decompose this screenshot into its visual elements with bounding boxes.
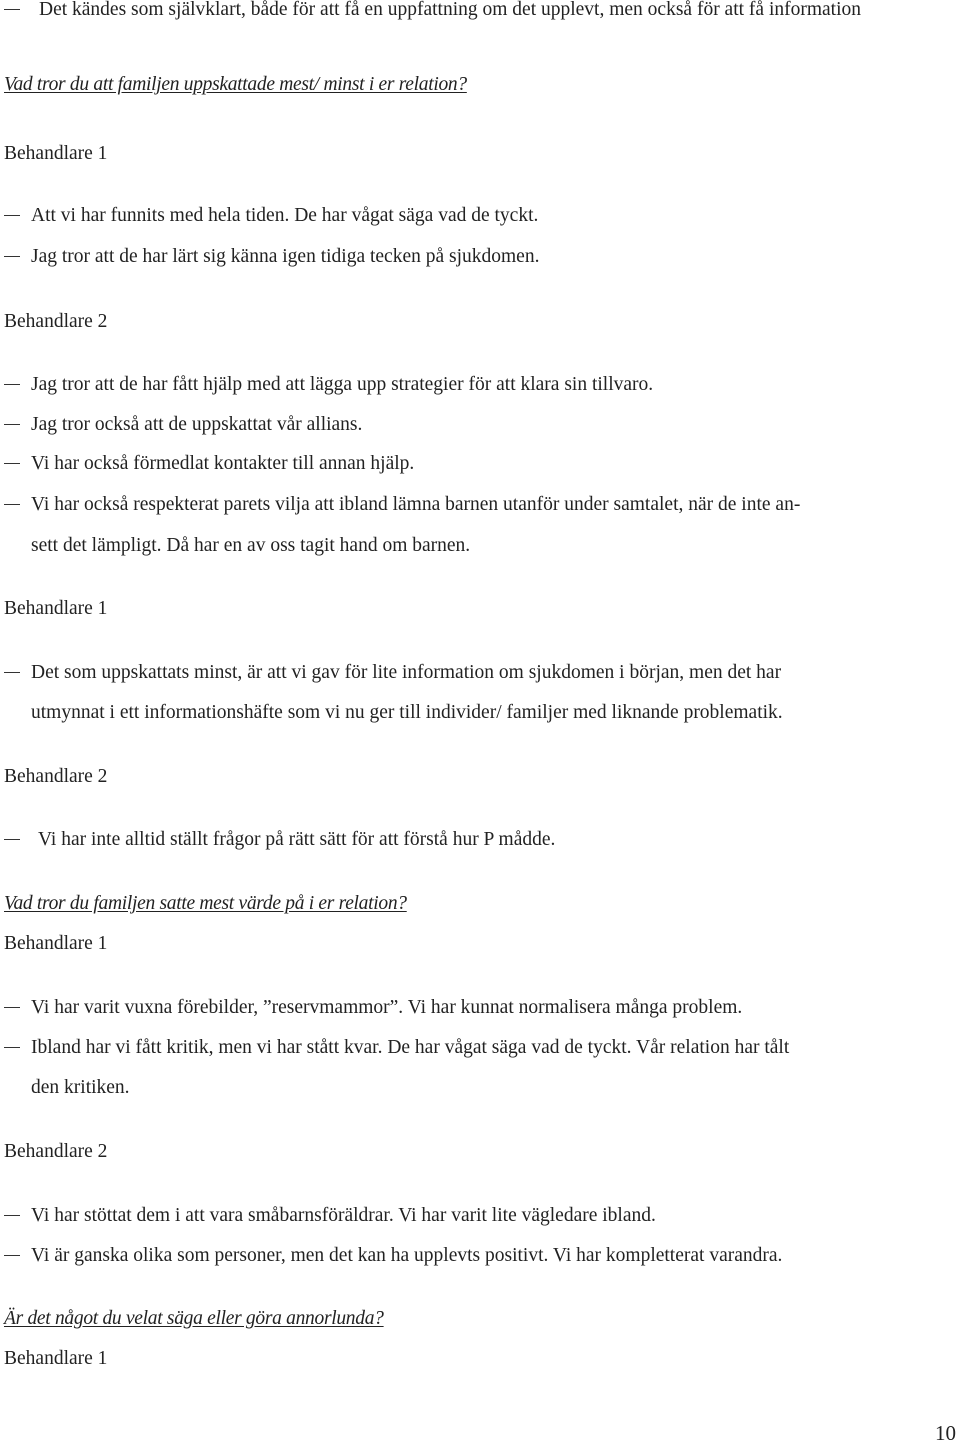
bullet-continuation [0, 693, 940, 733]
bullet-item [0, 365, 940, 405]
bullet-text: Vi har också förmedlat kontakter till annan hjälp. [31, 453, 415, 474]
bullet-item [0, 1196, 940, 1236]
bullet-text: utmynnat i ett informationshäfte som vi nu ger till individer/ familjer med liknande problematik. [31, 702, 783, 723]
speaker-label: Behandlare 1 [4, 143, 108, 164]
bullet-continuation [0, 526, 940, 566]
bullet-item [0, 196, 940, 236]
bullet-text: Det som uppskattats minst, är att vi gav för lite information om sjukdomen i början, men det har [31, 662, 782, 683]
bullet-text: Jag tror också att de uppskattat vår allians. [31, 414, 363, 435]
bullet-text: Vi har stöttat dem i att vara småbarnsföräldrar. Vi har varit lite vägledare ibland. [31, 1205, 656, 1226]
bullet-item [0, 820, 940, 860]
dash-bullet-icon [4, 384, 20, 385]
interview-question: Vad tror du familjen satte mest värde på i er relation? [4, 893, 407, 914]
bullet-item [0, 1236, 940, 1276]
bullet-text: Ibland har vi fått kritik, men vi har stått kvar. De har vågat säga vad de tyckt. Vår relation har tålt [31, 1037, 790, 1058]
bullet-item [0, 653, 940, 693]
bullet-item [0, 237, 940, 277]
bullet-item [0, 405, 940, 445]
bullet-text: Jag tror att de har lärt sig känna igen tidiga tecken på sjukdomen. [31, 246, 540, 267]
dash-bullet-icon [4, 672, 20, 673]
dash-bullet-icon [4, 504, 20, 505]
bullet-item [0, 0, 940, 30]
bullet-item [0, 1028, 940, 1068]
bullet-item [0, 485, 940, 525]
bullet-text: sett det lämpligt. Då har en av oss tagit hand om barnen. [31, 535, 471, 556]
bullet-text: Vi har varit vuxna förebilder, ”reservmammor”. Vi har kunnat normalisera många problem. [31, 997, 743, 1018]
bullet-text: Jag tror att de har fått hjälp med att lägga upp strategier för att klara sin tillvaro. [31, 374, 654, 395]
interview-question: Vad tror du att familjen uppskattade mest/ minst i er relation? [4, 74, 467, 95]
speaker-label: Behandlare 2 [4, 1141, 108, 1162]
dash-bullet-icon [4, 215, 20, 216]
dash-bullet-icon [4, 1215, 20, 1216]
speaker-label: Behandlare 2 [4, 311, 108, 332]
speaker-label: Behandlare 2 [4, 766, 108, 787]
bullet-continuation [0, 1068, 940, 1108]
page-number: 10 [935, 1421, 956, 1445]
speaker-label: Behandlare 1 [4, 933, 108, 954]
dash-bullet-icon [4, 9, 20, 10]
dash-bullet-icon [4, 1007, 20, 1008]
bullet-item [0, 988, 940, 1028]
bullet-text: Vi är ganska olika som personer, men det kan ha upplevts positivt. Vi har kompletterat varandra. [31, 1245, 783, 1266]
dash-bullet-icon [4, 839, 20, 840]
bullet-text: den kritiken. [31, 1077, 130, 1098]
speaker-label: Behandlare 1 [4, 1348, 108, 1369]
dash-bullet-icon [4, 424, 20, 425]
interview-question: Är det något du velat säga eller göra annorlunda? [4, 1308, 384, 1329]
bullet-text: Vi har också respekterat parets vilja att ibland lämna barnen utanför under samtalet, när de inte an- [31, 494, 801, 515]
bullet-text: Vi har inte alltid ställt frågor på rätt sätt för att förstå hur P mådde. [38, 829, 556, 850]
dash-bullet-icon [4, 1047, 20, 1048]
dash-bullet-icon [4, 463, 20, 464]
bullet-text: Att vi har funnits med hela tiden. De har vågat säga vad de tyckt. [31, 205, 539, 226]
speaker-label: Behandlare 1 [4, 598, 108, 619]
dash-bullet-icon [4, 1255, 20, 1256]
bullet-text: Det kändes som självklart, både för att få en uppfattning om det upplevt, men också för att få information [39, 0, 862, 20]
bullet-item [0, 444, 940, 484]
dash-bullet-icon [4, 256, 20, 257]
